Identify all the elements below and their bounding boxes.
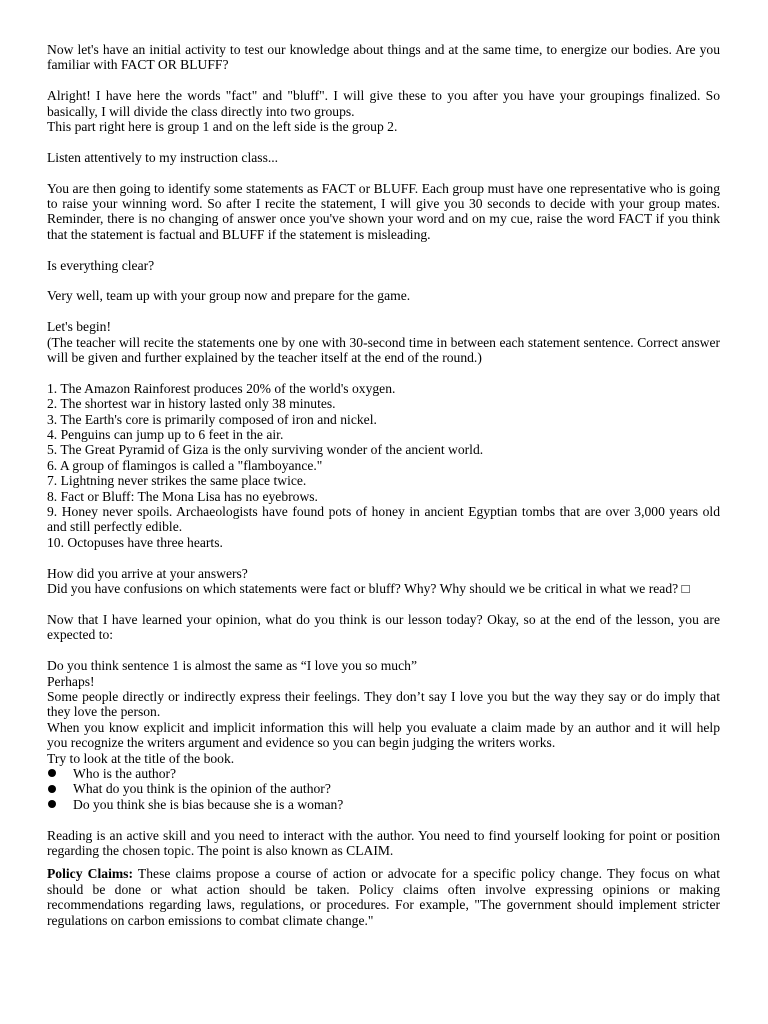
policy-claims-text: These claims propose a course of action or advocate for a specific policy change. They focus on what should be done or what action should be taken. Policy claims often involve expressing opinions or making recommendations regarding laws, regulations, or procedures. For example, "The government should implement stricter regulations on carbon emissions to combat climate change."	[47, 866, 720, 928]
explicit-implicit-paragraph: When you know explicit and implicit information this will help you evaluate a claim made by an author and it will help you recognize the writers argument and evidence so you can begin judging the writers works.	[47, 719, 720, 751]
feelings-paragraph: Some people directly or indirectly express their feelings. They don’t say I love you but the way they say or do imply that they love the person.	[47, 688, 720, 720]
bullet-text: Who is the author?	[73, 765, 177, 781]
teacher-note: (The teacher will recite the statements one by one with 30-second time in between each statement sentence. Correct answer will be given and further explained by the teacher itself at the end of the round.)	[47, 334, 720, 366]
bullet-text: What do you think is the opinion of the author?	[73, 781, 331, 797]
intro-paragraph-3: Listen attentively to my instruction class...	[47, 149, 279, 165]
bullet-list	[47, 766, 720, 812]
lesson-paragraph: Now that I have learned your opinion, what do you think is our lesson today? Okay, so at the end of the lesson, you are expected to:	[47, 611, 720, 643]
followup-question-2: Did you have confusions on which statements were fact or bluff? Why? Why should we be critical in what we read? □	[47, 581, 690, 597]
team-up-paragraph: Very well, team up with your group now and prepare for the game.	[47, 288, 411, 304]
list-item	[47, 797, 720, 812]
list-item: 10. Octopuses have three hearts.	[47, 534, 223, 550]
list-item: 3. The Earth's core is primarily composed of iron and nickel.	[47, 411, 377, 427]
begin-line: Let's begin!	[47, 319, 111, 335]
list-item	[47, 766, 720, 781]
reading-paragraph: Reading is an active skill and you need to interact with the author. You need to find yourself looking for point or position regarding the chosen topic. The point is also known as CLAIM.	[47, 827, 720, 858]
title-instruction: Try to look at the title of the book.	[47, 750, 235, 766]
intro-paragraph-2b: This part right here is group 1 and on the left side is the group 2.	[47, 119, 398, 135]
list-item: 7. Lightning never strikes the same place twice.	[47, 473, 307, 489]
list-item: 9. Honey never spoils. Archaeologists have found pots of honey in ancient Egyptian tombs that are over 3,000 years old and still perfectly edible.	[47, 504, 720, 535]
document-page	[47, 42, 720, 928]
intro-paragraph-2: Alright! I have here the words "fact" and "bluff". I will give these to you after you have your groupings finalized. So basically, I will divide the class directly into two groups.	[47, 88, 720, 119]
list-item: 4. Penguins can jump up to 6 feet in the air.	[47, 427, 284, 443]
bullet-text: Do you think she is bias because she is a woman?	[73, 796, 344, 812]
list-item: 1. The Amazon Rainforest produces 20% of the world's oxygen.	[47, 380, 396, 396]
bullet-icon	[48, 800, 56, 808]
bullet-icon	[48, 785, 56, 793]
policy-claims-paragraph	[47, 866, 720, 928]
list-item: 5. The Great Pyramid of Giza is the only surviving wonder of the ancient world.	[47, 442, 484, 458]
list-item: 6. A group of flamingos is called a "flamboyance."	[47, 457, 323, 473]
policy-claims-label: Policy Claims:	[47, 866, 133, 882]
followup-question-1: How did you arrive at your answers?	[47, 565, 248, 581]
instructions-paragraph: You are then going to identify some statements as FACT or BLUFF. Each group must have one representative who is going to raise your winning word. So after I recite the statement, I will give you 30 seconds to decide with your group mates. Reminder, there is no changing of answer once you've shown your word and on my cue, raise the word FACT if you think that the statement is factual and BLUFF if the statement is misleading.	[47, 180, 720, 242]
list-item	[47, 781, 720, 796]
intro-paragraph-1: Now let's have an initial activity to test our knowledge about things and at the same time, to energize our bodies. Are you familiar with FACT OR BLUFF?	[47, 42, 720, 73]
list-item: 2. The shortest war in history lasted only 38 minutes.	[47, 396, 336, 412]
list-item: 8. Fact or Bluff: The Mona Lisa has no eyebrows.	[47, 488, 318, 504]
sentence-question: Do you think sentence 1 is almost the same as “I love you so much”	[47, 658, 417, 674]
bullet-icon	[48, 769, 56, 777]
check-question: Is everything clear?	[47, 257, 155, 273]
perhaps-line: Perhaps!	[47, 673, 95, 689]
statements-list	[47, 381, 720, 550]
